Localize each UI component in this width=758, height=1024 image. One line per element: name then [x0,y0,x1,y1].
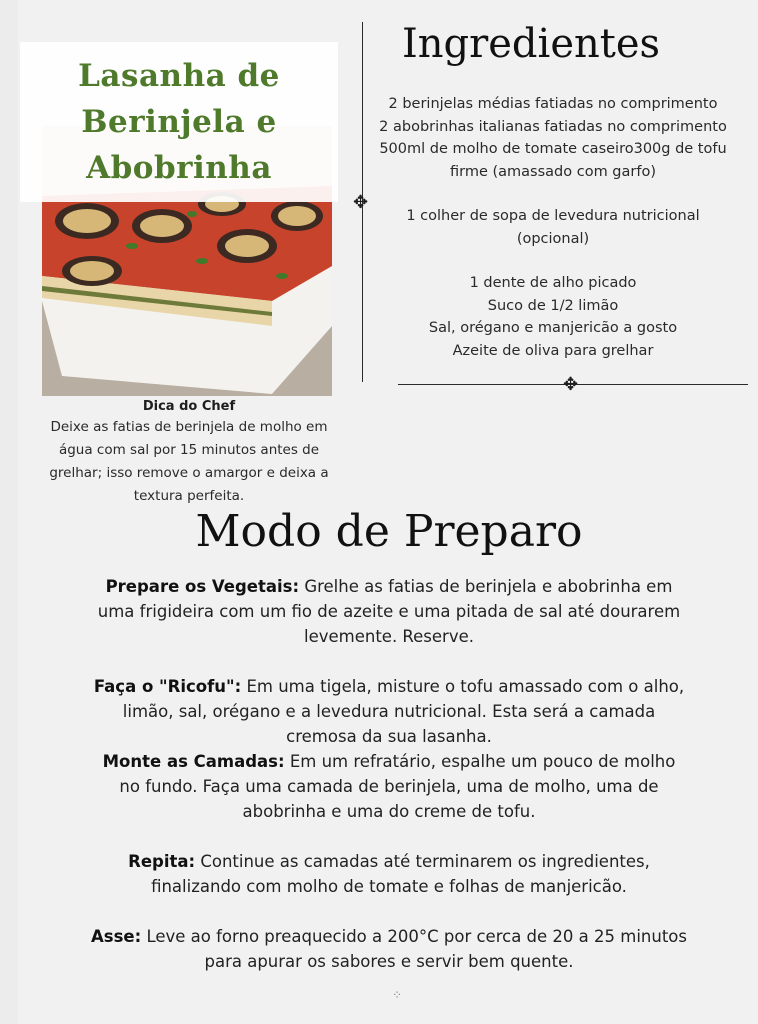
chef-tip [40,397,338,508]
ingredient-item: Azeite de oliva para grelhar [452,342,654,359]
step-label: Asse: [91,927,142,946]
chef-tip-title: Dica do Chef [142,399,236,414]
ingredients-heading: Ingredientes [401,21,661,67]
ingredient-item: Suco de 1/2 limão [487,297,619,314]
step-label: Faça o "Ricofu": [93,677,242,696]
sparkle-icon: ⁘ [392,988,403,1002]
method-step [90,849,688,899]
step-text: Em um refratário, espalhe um pouco de molho no fundo. Faça uma camada de berinjela, uma de molho, uma de abobrinha e uma do creme de tofu. [119,752,676,821]
step-text: Continue as camadas até terminarem os ingredientes, finalizando com molho de tomate e folhas de manjericão. [151,852,650,896]
ingredient-item: 2 abobrinhas italianas fatiadas no comprimento [379,118,727,135]
method-step [90,674,688,749]
method-step [90,574,688,649]
ingredient-item: Sal, orégano e manjericão a gosto [428,320,678,336]
step-label: Repita: [128,852,196,871]
method-step [90,749,688,824]
four-leaf-cross-icon: ✥ [353,192,369,213]
recipe-title-card [20,42,338,202]
step-text: Leve ao forno preaquecido a 200°C por cerca de 20 a 25 minutos para apurar os sabores e servir bem quente. [141,927,687,971]
four-leaf-cross-icon: ✥ [563,374,579,395]
chef-tip-text: Deixe as fatias de berinjela de molho em água com sal por 15 minutos antes de grelhar; isso remove o amargor e deixa a textura perfeita. [49,419,329,504]
ingredient-item: 1 colher de sopa de levedura nutricional (opcional) [406,208,700,247]
method-steps [90,574,688,974]
ingredients-list [372,93,734,362]
step-label: Prepare os Vegetais: [105,577,300,596]
ingredient-item: 2 berinjelas médias fatiadas no comprimento [388,96,718,112]
method-step [90,924,688,974]
step-text: Grelhe as fatias de berinjela e abobrinha em uma frigideira com um fio de azeite e uma pitada de sal até dourarem levemente. Reserve. [97,577,681,646]
ingredient-item: 1 dente de alho picado [469,275,637,291]
method-heading: Modo de Preparo [195,506,583,557]
ingredient-item: 500ml de molho de tomate caseiro300g de tofu firme (amassado com garfo) [379,141,727,180]
step-text: Em uma tigela, misture o tofu amassado com o alho, limão, sal, orégano e a levedura nutricional. Esta será a camada cremosa da sua lasanha. [122,677,685,746]
step-label: Monte as Camadas: [102,752,285,771]
recipe-title: Lasanha de Berinjela e Abobrinha [78,58,280,186]
